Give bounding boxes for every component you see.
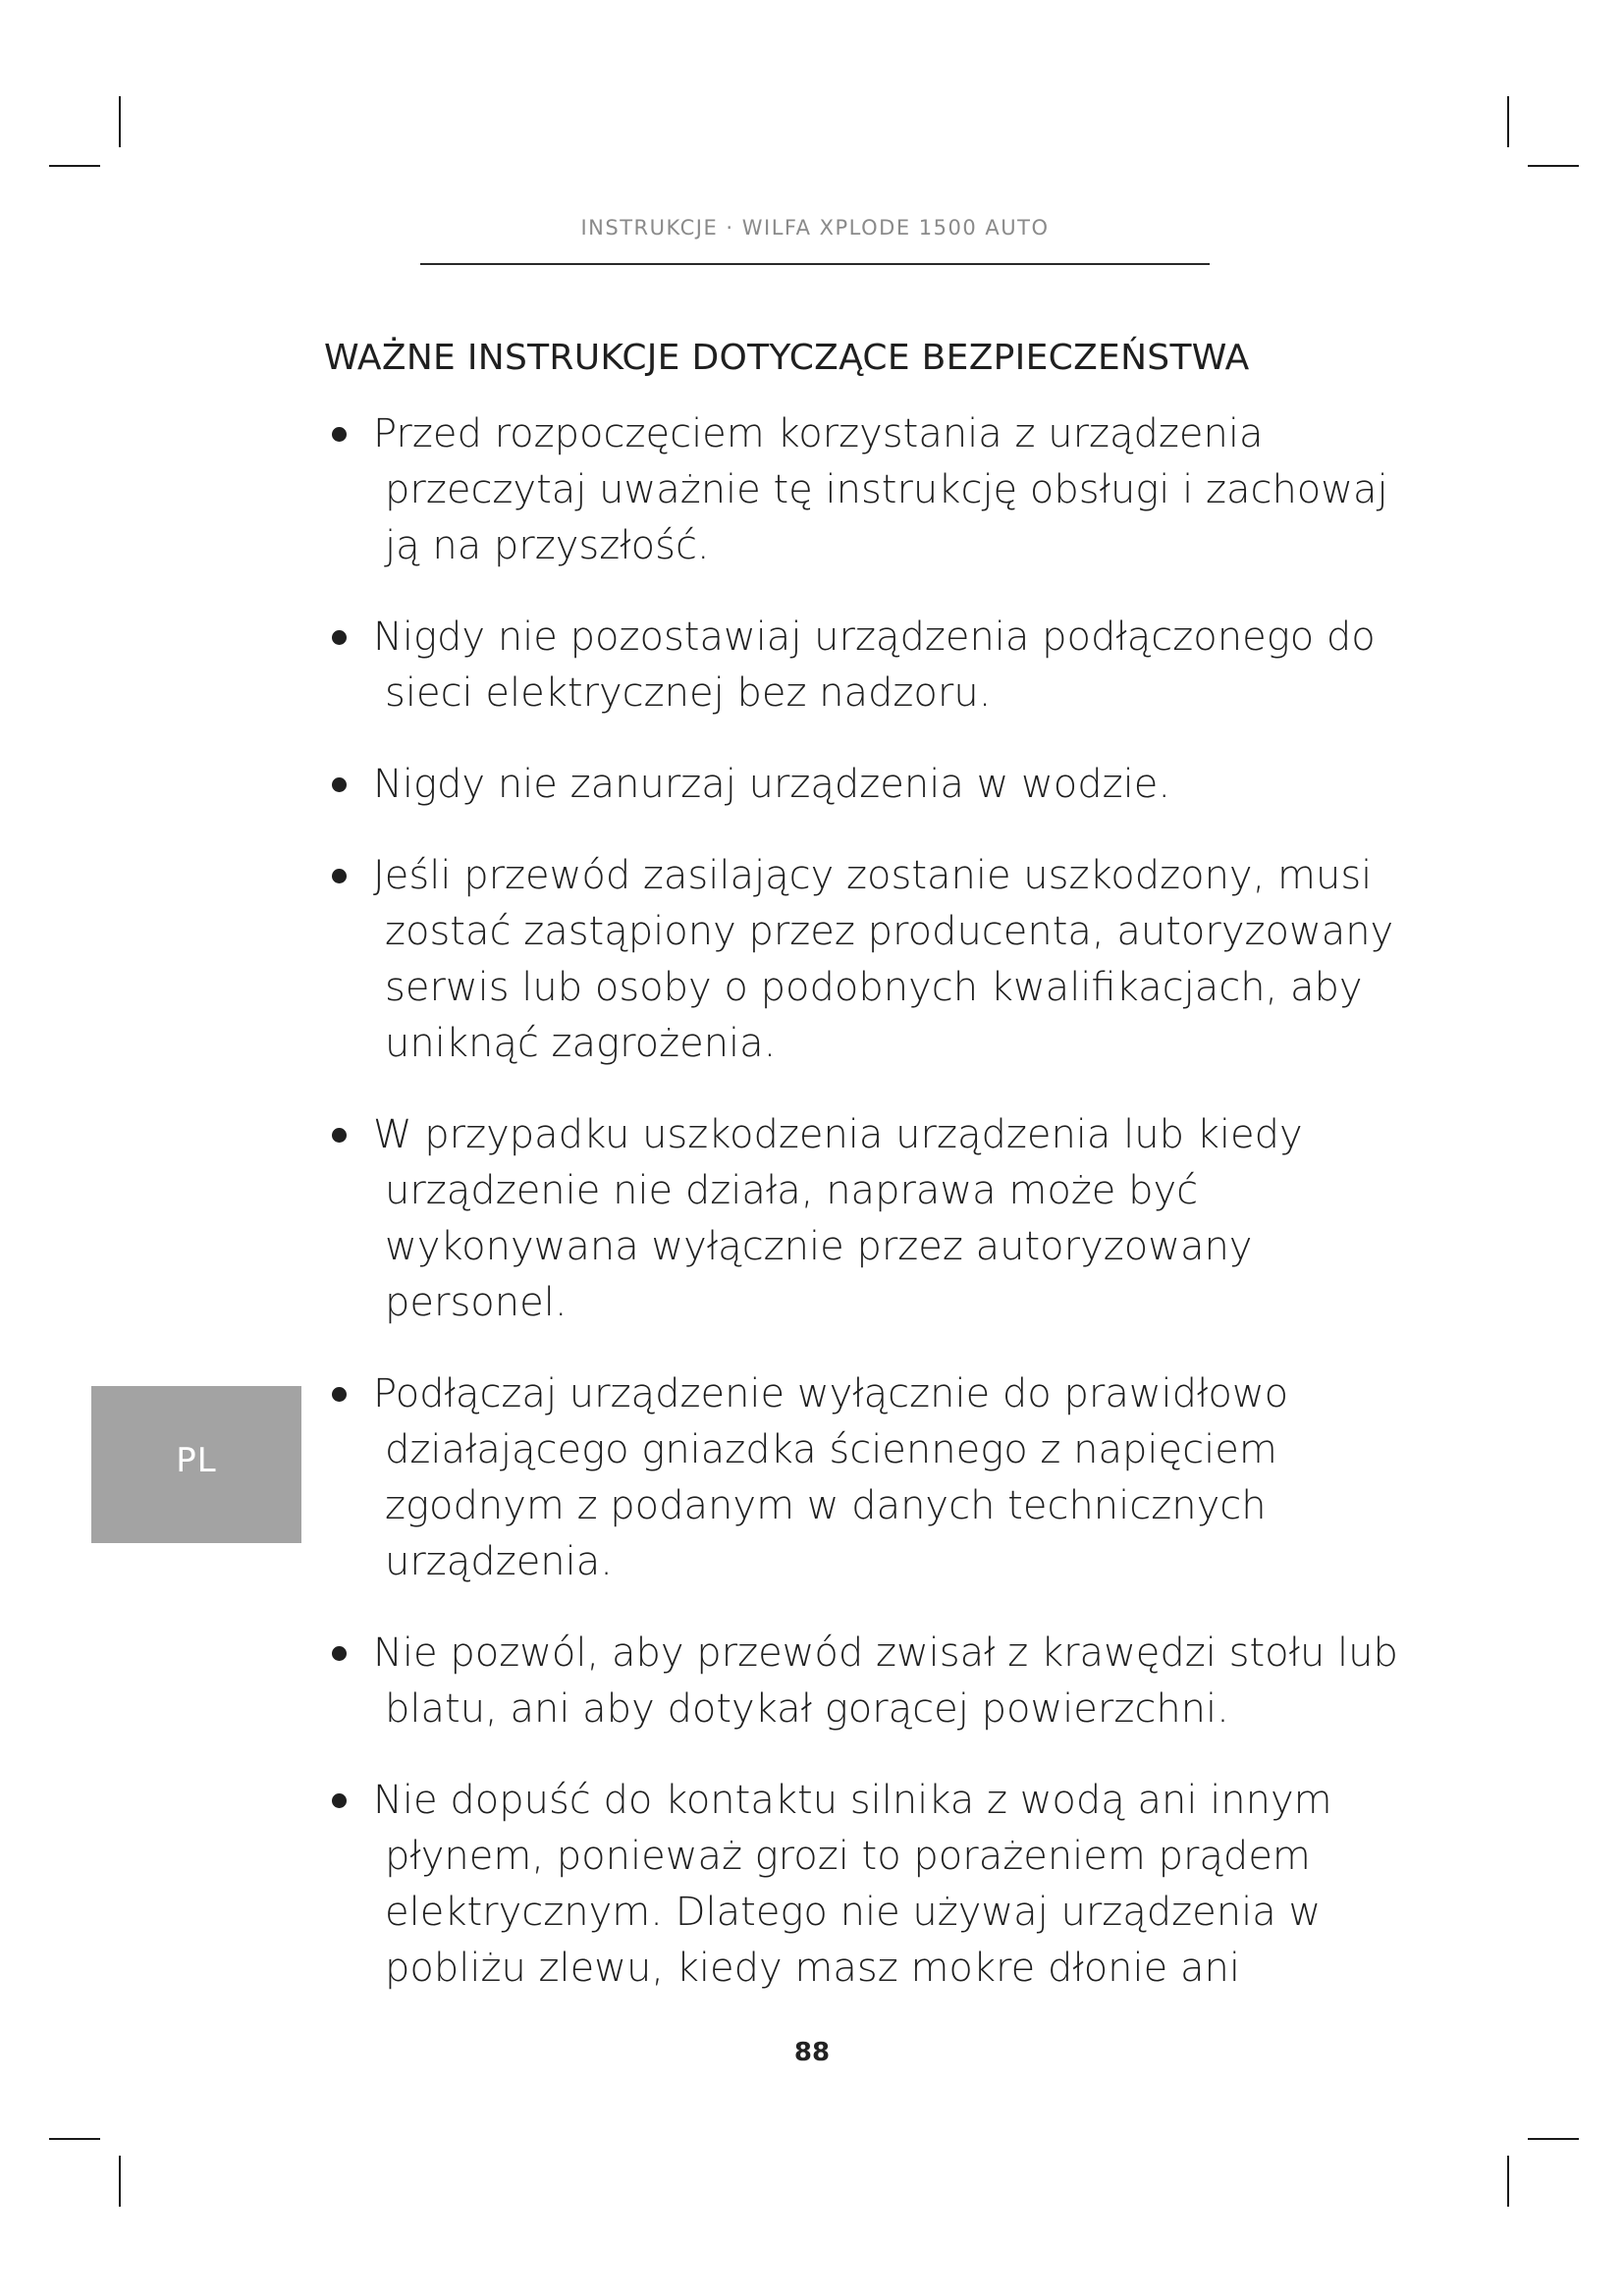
list-item xyxy=(324,406,1434,574)
bullet-icon xyxy=(332,777,347,792)
crop-mark-top-left-horizontal xyxy=(49,165,100,167)
running-header: INSTRUKCJE · WILFA XPLODE 1500 AUTO xyxy=(580,216,1050,240)
crop-mark-bottom-right-horizontal xyxy=(1528,2138,1579,2140)
list-item-text: Nie dopuść do kontaktu silnika z wodą ani innym płynem, ponieważ grozi to porażeniem prądem elektrycznym. Dlatego nie używaj urządzenia w pobliżu zlewu, kiedy masz mokre dłonie ani xyxy=(373,1778,1332,1991)
bullet-icon xyxy=(332,1387,347,1402)
header-rule xyxy=(420,263,1210,265)
list-item xyxy=(324,848,1434,1072)
crop-mark-bottom-left-vertical xyxy=(119,2156,121,2207)
list-item xyxy=(324,757,1434,813)
bullet-icon xyxy=(332,1793,347,1808)
list-item-text: W przypadku uszkodzenia urządzenia lub kiedy urządzenie nie działa, naprawa może być wykonywana wyłącznie przez autoryzowany personel. xyxy=(373,1112,1303,1325)
list-item xyxy=(324,1107,1434,1331)
crop-mark-top-right-vertical xyxy=(1507,96,1509,147)
section-title: WAŻNE INSTRUKCJE DOTYCZĄCE BEZPIECZEŃSTWA xyxy=(324,338,1250,378)
list-item-text: Nie pozwól, aby przewód zwisał z krawędzi stołu lub blatu, ani aby dotykał gorącej powierzchni. xyxy=(373,1630,1398,1732)
bullet-icon xyxy=(332,427,347,442)
bullet-icon xyxy=(332,630,347,645)
page-number: 88 xyxy=(793,2038,831,2067)
list-item-text: Nigdy nie zanurzaj urządzenia w wodzie. xyxy=(373,762,1171,807)
list-item xyxy=(324,610,1434,721)
list-item-text: Jeśli przewód zasilający zostanie uszkodzony, musi zostać zastąpiony przez producenta, autoryzowany serwis lub osoby o podobnych kwalifikacjach, aby uniknąć zagrożenia. xyxy=(373,853,1394,1066)
bullet-icon xyxy=(332,1646,347,1661)
language-tab-label: PL xyxy=(176,1441,217,1480)
language-tab xyxy=(91,1386,301,1543)
list-item xyxy=(324,1366,1434,1590)
crop-mark-bottom-right-vertical xyxy=(1507,2156,1509,2207)
list-item xyxy=(324,1773,1434,1997)
bullet-icon xyxy=(332,869,347,883)
crop-mark-top-right-horizontal xyxy=(1528,165,1579,167)
safety-instructions-list xyxy=(324,406,1434,2032)
crop-mark-top-left-vertical xyxy=(119,96,121,147)
list-item-text: Nigdy nie pozostawiaj urządzenia podłączonego do sieci elektrycznej bez nadzoru. xyxy=(373,614,1376,716)
crop-mark-bottom-left-horizontal xyxy=(49,2138,100,2140)
list-item-text: Podłączaj urządzenie wyłącznie do prawidłowo działającego gniazdka ściennego z napięciem zgodnym z podanym w danych technicznych urządzenia. xyxy=(373,1371,1289,1584)
list-item-text: Przed rozpoczęciem korzystania z urządzenia przeczytaj uważnie tę instrukcję obsługi i zachowaj ją na przyszłość. xyxy=(373,411,1388,568)
list-item xyxy=(324,1626,1434,1737)
bullet-icon xyxy=(332,1128,347,1143)
